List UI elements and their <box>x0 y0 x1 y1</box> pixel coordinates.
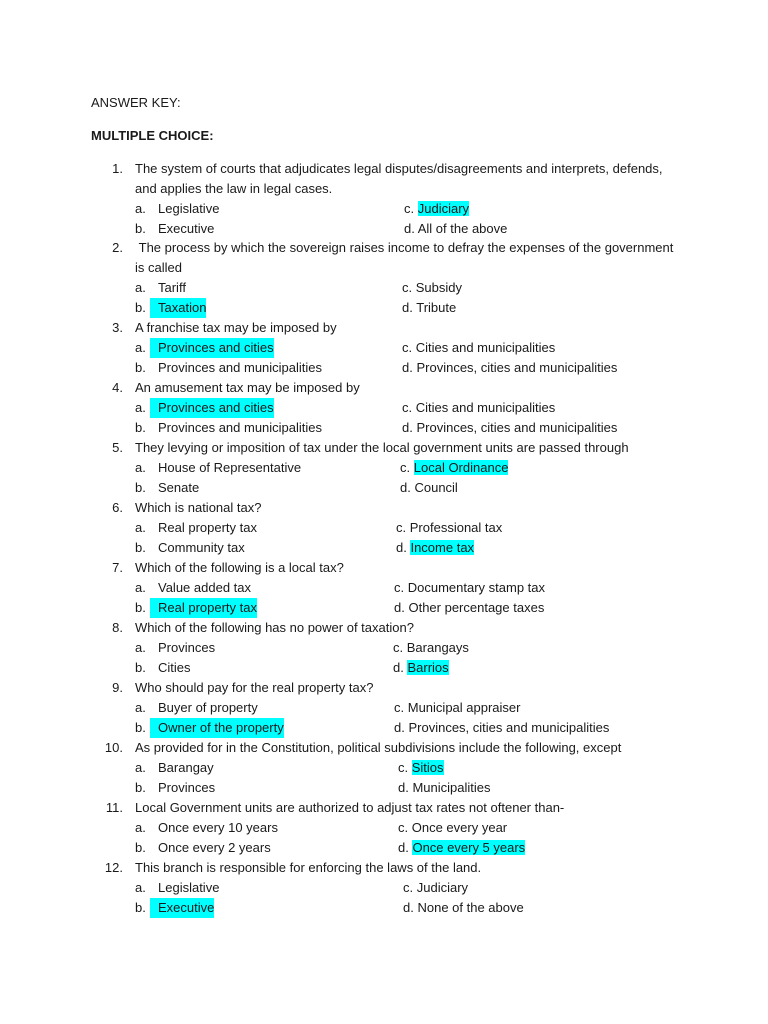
option-letter: c. <box>403 879 414 895</box>
option-letter: a. <box>135 339 146 355</box>
option-row <box>0 658 768 678</box>
option-row <box>0 638 768 658</box>
option-text: Once every 10 years <box>158 819 278 835</box>
option-letter: a. <box>135 879 146 895</box>
option-right <box>403 878 468 898</box>
correct-answer-highlight: Provinces and cities <box>150 338 274 358</box>
option-text: Provinces, cities and municipalities <box>408 719 610 735</box>
option-letter: a. <box>135 200 146 216</box>
option-text: Buyer of property <box>158 699 258 715</box>
option-letter: b. <box>135 220 146 236</box>
option-text: Value added tax <box>158 579 251 595</box>
option-right <box>398 758 444 778</box>
option-right <box>398 778 491 798</box>
option-letter: b. <box>135 779 146 795</box>
option-letter: a. <box>135 279 146 295</box>
option-text: Judiciary <box>416 879 469 895</box>
option-row <box>0 898 768 918</box>
option-text: Once every year <box>411 819 508 835</box>
option-text: Cities and municipalities <box>415 339 556 355</box>
question-text: A franchise tax may be imposed by <box>135 320 337 335</box>
question-text: An amusement tax may be imposed by <box>135 380 360 395</box>
option-text: Provinces <box>158 639 216 655</box>
option-right <box>394 578 545 598</box>
question-item <box>0 858 768 918</box>
option-text: None of the above <box>417 899 524 915</box>
correct-answer-highlight: Taxation <box>150 298 206 318</box>
option-text: House of Representative <box>158 459 302 475</box>
correct-answer-highlight: Once every 5 years <box>412 839 526 855</box>
option-row <box>0 278 768 298</box>
option-letter: c. <box>396 519 407 535</box>
option-text: Documentary stamp tax <box>407 579 546 595</box>
question-text: The process by which the sovereign raises income to defray the expenses of the government is called <box>135 240 677 275</box>
correct-answer-highlight: Sitios <box>411 759 444 775</box>
option-letter: d. <box>396 539 407 555</box>
option-text: Professional tax <box>409 519 503 535</box>
option-text: All of the above <box>417 220 508 236</box>
option-letter: b. <box>135 299 146 315</box>
option-right <box>402 358 617 378</box>
option-text: Executive <box>158 220 215 236</box>
option-row <box>0 878 768 898</box>
option-letter: c. <box>393 639 404 655</box>
option-row <box>0 219 768 239</box>
correct-answer-highlight: Provinces and cities <box>150 398 274 418</box>
option-row <box>0 598 768 618</box>
option-letter: d. <box>393 659 404 675</box>
option-text: Provinces, cities and municipalities <box>416 419 618 435</box>
option-right <box>396 518 502 538</box>
option-right <box>400 458 508 478</box>
option-letter: a. <box>135 519 146 535</box>
option-row <box>0 458 768 478</box>
option-letter: d. <box>400 479 411 495</box>
option-right <box>402 298 456 318</box>
option-letter: b. <box>135 899 146 915</box>
option-text: Tariff <box>158 279 186 295</box>
option-right <box>402 398 555 418</box>
question-number: 8. <box>112 620 123 635</box>
option-right <box>396 538 474 558</box>
option-text: Municipalities <box>412 779 491 795</box>
option-right <box>402 338 555 358</box>
option-right <box>404 219 507 239</box>
option-letter: a. <box>135 399 146 415</box>
option-right <box>394 598 544 618</box>
option-row <box>0 199 768 219</box>
option-letter: d. <box>404 220 415 236</box>
option-row <box>0 338 768 358</box>
option-letter: d. <box>403 899 414 915</box>
option-row <box>0 418 768 438</box>
option-text: Council <box>414 479 458 495</box>
question-number: 4. <box>112 380 123 395</box>
option-letter: c. <box>402 339 413 355</box>
option-letter: c. <box>402 399 413 415</box>
question-item <box>0 558 768 618</box>
option-row <box>0 698 768 718</box>
question-item <box>0 618 768 678</box>
question-item <box>0 678 768 738</box>
option-letter: a. <box>135 579 146 595</box>
option-right <box>402 418 617 438</box>
option-text: Provinces, cities and municipalities <box>416 359 618 375</box>
question-text: The system of courts that adjudicates legal disputes/disagreements and interprets, defends, and applies the law in legal cases. <box>135 161 667 196</box>
question-item <box>0 738 768 798</box>
option-letter: d. <box>398 779 409 795</box>
option-right <box>394 718 609 738</box>
option-letter: a. <box>135 819 146 835</box>
option-letter: a. <box>135 759 146 775</box>
question-number: 3. <box>112 320 123 335</box>
option-letter: b. <box>135 479 146 495</box>
option-text: Municipal appraiser <box>407 699 521 715</box>
option-right <box>404 199 469 219</box>
option-row <box>0 818 768 838</box>
question-text: Local Government units are authorized to adjust tax rates not oftener than- <box>135 800 565 815</box>
option-text: Legislative <box>158 200 220 216</box>
option-right <box>400 478 458 498</box>
question-item <box>0 238 768 318</box>
question-number: 11. <box>105 800 123 815</box>
correct-answer-highlight: Real property tax <box>150 598 257 618</box>
option-row <box>0 538 768 558</box>
option-text: Provinces and municipalities <box>158 419 323 435</box>
correct-answer-highlight: Executive <box>150 898 214 918</box>
option-text: Community tax <box>158 539 245 555</box>
option-letter: c. <box>394 699 405 715</box>
option-right <box>393 658 449 678</box>
option-letter: a. <box>135 459 146 475</box>
option-text: Cities <box>158 659 191 675</box>
option-row <box>0 718 768 738</box>
option-letter: c. <box>398 819 409 835</box>
option-letter: d. <box>394 719 405 735</box>
option-letter: c. <box>402 279 413 295</box>
question-item <box>0 498 768 558</box>
document-title: ANSWER KEY: <box>91 95 181 110</box>
question-number: 6. <box>112 500 123 515</box>
option-text: Cities and municipalities <box>415 399 556 415</box>
option-row <box>0 398 768 418</box>
question-text: Which of the following has no power of taxation? <box>135 620 414 635</box>
option-right <box>403 898 524 918</box>
option-right <box>393 638 469 658</box>
option-letter: c. <box>398 759 409 775</box>
option-text: Real property tax <box>158 519 257 535</box>
option-letter: a. <box>135 639 146 655</box>
option-row <box>0 518 768 538</box>
correct-answer-highlight: Barrios <box>407 659 449 675</box>
option-right <box>398 838 525 858</box>
option-right <box>394 698 520 718</box>
option-text: Barangays <box>406 639 469 655</box>
correct-answer-highlight: Income tax <box>410 539 475 555</box>
question-text: Which of the following is a local tax? <box>135 560 344 575</box>
option-text: Provinces and municipalities <box>158 359 323 375</box>
option-letter: c. <box>394 579 405 595</box>
option-letter: c. <box>400 459 411 475</box>
option-row <box>0 298 768 318</box>
option-row <box>0 758 768 778</box>
option-letter: d. <box>402 299 413 315</box>
question-number: 2. <box>112 240 123 255</box>
option-text: Other percentage taxes <box>408 599 545 615</box>
question-number: 5. <box>112 440 123 455</box>
question-item <box>0 798 768 858</box>
question-number: 7. <box>112 560 123 575</box>
option-letter: b. <box>135 359 146 375</box>
option-letter: b. <box>135 539 146 555</box>
option-text: Provinces <box>158 779 216 795</box>
question-number: 1. <box>112 161 123 176</box>
option-text: Barangay <box>158 759 214 775</box>
option-letter: b. <box>135 599 146 615</box>
question-item <box>0 438 768 498</box>
option-letter: b. <box>135 419 146 435</box>
question-number: 9. <box>112 680 123 695</box>
question-item <box>0 378 768 438</box>
question-text: They levying or imposition of tax under the local government units are passed through <box>135 440 629 455</box>
question-number: 12. <box>104 860 123 875</box>
option-row <box>0 358 768 378</box>
option-letter: b. <box>135 719 146 735</box>
option-right <box>398 818 507 838</box>
option-letter: d. <box>402 419 413 435</box>
question-text: As provided for in the Constitution, political subdivisions include the following, except <box>135 740 622 755</box>
option-text: Legislative <box>158 879 220 895</box>
correct-answer-highlight: Owner of the property <box>150 718 284 738</box>
question-text: Who should pay for the real property tax? <box>135 680 374 695</box>
option-letter: c. <box>404 200 415 216</box>
question-item <box>0 318 768 378</box>
correct-answer-highlight: Local Ordinance <box>413 459 509 475</box>
option-letter: b. <box>135 839 146 855</box>
option-text: Once every 2 years <box>158 839 271 855</box>
option-row <box>0 578 768 598</box>
option-letter: b. <box>135 659 146 675</box>
question-text: Which is national tax? <box>135 500 262 515</box>
option-letter: d. <box>394 599 405 615</box>
option-row <box>0 838 768 858</box>
correct-answer-highlight: Judiciary <box>417 200 470 216</box>
option-text: Tribute <box>416 299 457 315</box>
option-letter: d. <box>398 839 409 855</box>
option-text: Subsidy <box>415 279 462 295</box>
option-letter: a. <box>135 699 146 715</box>
section-title: MULTIPLE CHOICE: <box>91 128 214 143</box>
question-text: This branch is responsible for enforcing the laws of the land. <box>135 860 482 875</box>
question-number: 10. <box>104 740 123 755</box>
option-row <box>0 778 768 798</box>
option-text: Senate <box>158 479 200 495</box>
question-item <box>0 159 768 239</box>
option-row <box>0 478 768 498</box>
option-letter: d. <box>402 359 413 375</box>
option-right <box>402 278 462 298</box>
